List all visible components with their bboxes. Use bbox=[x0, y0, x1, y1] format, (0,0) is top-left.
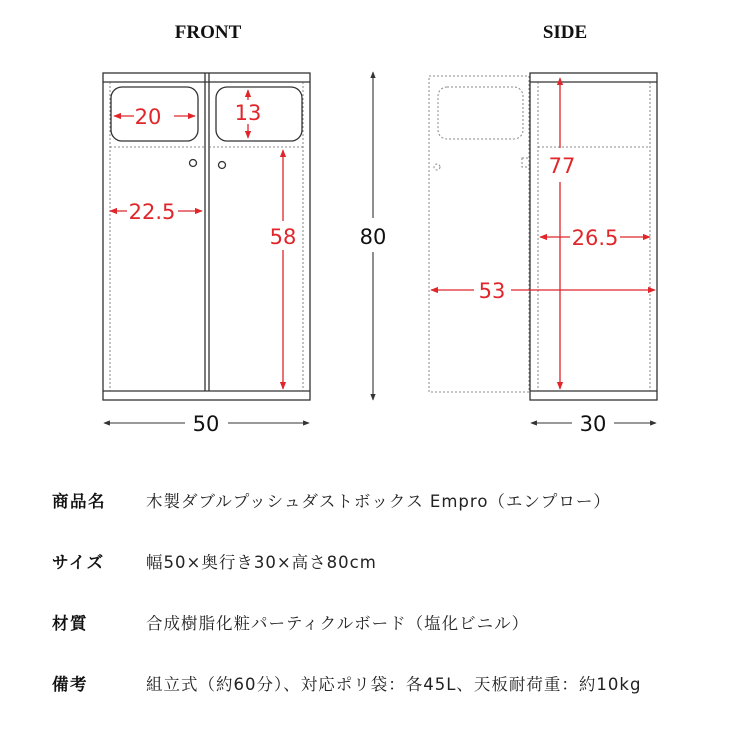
spec-row-product-name bbox=[52, 488, 732, 549]
side-open-door-outline bbox=[429, 76, 530, 392]
right-push-latch-icon bbox=[219, 162, 226, 169]
spec-label: 商品名 bbox=[52, 492, 106, 511]
side-door-latch-icon bbox=[434, 164, 440, 170]
spec-value: 合成樹脂化粧パーティクルボード（塩化ビニル） bbox=[146, 614, 530, 633]
dim-side-inner-height: 77 bbox=[548, 154, 576, 178]
side-red-dimensions bbox=[431, 78, 655, 389]
product-spec-table bbox=[52, 488, 732, 732]
dim-side-open-depth: 53 bbox=[478, 279, 506, 303]
spec-label: 材質 bbox=[52, 614, 88, 633]
dim-side-inner-depth: 26.5 bbox=[571, 226, 619, 250]
side-door-opening-outline bbox=[438, 87, 523, 139]
dim-front-opening-height: 13 bbox=[234, 101, 262, 125]
side-view-title: SIDE bbox=[542, 22, 588, 43]
dim-total-depth: 30 bbox=[579, 412, 607, 436]
left-push-latch-icon bbox=[190, 160, 197, 167]
spec-label: 備考 bbox=[52, 675, 88, 694]
spec-value: 組立式（約60分）、対応ポリ袋：各45L、天板耐荷重：約10kg bbox=[146, 675, 642, 694]
spec-row-size bbox=[52, 549, 732, 610]
dim-front-inner-height: 58 bbox=[269, 225, 297, 249]
spec-row-notes bbox=[52, 671, 732, 732]
dim-front-inner-width: 22.5 bbox=[128, 200, 176, 224]
spec-row-material bbox=[52, 610, 732, 671]
dim-total-width: 50 bbox=[192, 412, 220, 436]
dim-total-height: 80 bbox=[359, 225, 387, 249]
dim-front-opening-width: 20 bbox=[134, 105, 162, 129]
front-view-title: FRONT bbox=[174, 22, 242, 43]
spec-label: サイズ bbox=[52, 553, 105, 572]
spec-value: 幅50×奥行き30×高さ80cm bbox=[146, 553, 377, 572]
spec-value: 木製ダブルプッシュダストボックス Empro（エンプロー） bbox=[146, 492, 611, 511]
